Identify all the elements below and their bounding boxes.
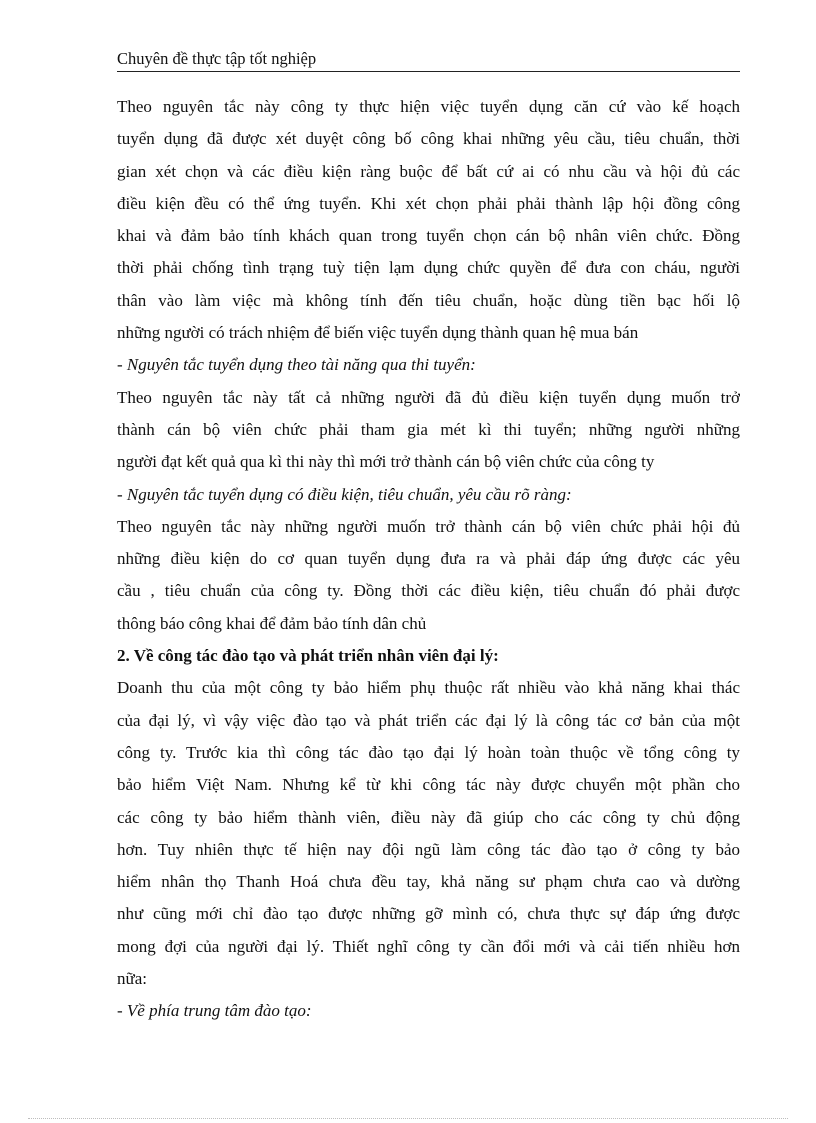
text-line: các công ty bảo hiểm thành viên, điều này đã giúp cho các công ty chủ động [117, 807, 740, 827]
page-bottom-divider [28, 1118, 788, 1119]
text-line: cầu , tiêu chuẩn của công ty. Đồng thời các điều kiện, tiêu chuẩn đó phải được [117, 581, 740, 601]
paragraph-last-line: người đạt kết quả qua kì thi này thì mới trở thành cán bộ viên chức của công ty [117, 452, 655, 472]
text-line: thành cán bộ viên chức phải tham gia mét kì thi tuyển; những người những [117, 419, 740, 439]
text-line: thời phải chống tình trạng tuỳ tiện lạm dụng chức quyền để đưa con cháu, người [117, 258, 740, 278]
paragraph-last-line: những người có trách nhiệm để biến việc tuyển dụng thành quan hệ mua bán [117, 323, 639, 343]
text-line: Theo nguyên tắc này công ty thực hiện việc tuyển dụng căn cứ vào kế hoạch [117, 97, 740, 116]
paragraph-last-line: thông báo công khai để đảm bảo tính dân chủ [117, 613, 427, 633]
text-line: những điều kiện do cơ quan tuyển dụng đưa ra và phải đáp ứng được các yêu [117, 549, 740, 569]
text-line: hơn. Tuy nhiên thực tế hiện nay đội ngũ làm công tác đào tạo ở công ty bảo [117, 839, 740, 859]
subheading-italic: - Về phía trung tâm đào tạo: [117, 1001, 312, 1021]
subheading-italic: - Nguyên tắc tuyển dụng có điều kiện, tiêu chuẩn, yêu cầu rõ ràng: [117, 484, 572, 504]
text-line: công ty. Trước kia thì công tác đào tạo đại lý hoàn toàn thuộc về tổng công ty [117, 742, 740, 762]
text-line: mong đợi của người đại lý. Thiết nghĩ công ty cần đổi mới và cải tiến nhiều hơn [117, 936, 740, 956]
page-header: Chuyên đề thực tập tốt nghiệp [117, 48, 740, 72]
text-line: Doanh thu của một công ty bảo hiểm phụ thuộc rất nhiều vào khả năng khai thác [117, 678, 740, 698]
text-line: tuyển dụng đã được xét duyệt công bố công khai những yêu cầu, tiêu chuẩn, thời [117, 129, 740, 149]
section-heading: 2. Về công tác đào tạo và phát triển nhân viên đại lý: [117, 646, 499, 666]
text-line: hiểm nhân thọ Thanh Hoá chưa đều tay, khả năng sư phạm chưa cao và dường [117, 872, 740, 892]
text-line: bảo hiểm Việt Nam. Nhưng kể từ khi công tác này được chuyển một phần cho [117, 775, 740, 795]
text-line: Theo nguyên tắc này những người muốn trở thành cán bộ viên chức phải hội đủ [117, 516, 740, 536]
text-line: điều kiện đều có thể ứng tuyển. Khi xét chọn phải phải thành lập hội đồng công [117, 193, 740, 213]
paragraph-last-line: nữa: [117, 969, 147, 989]
subheading-italic: - Nguyên tắc tuyển dụng theo tài năng qua thi tuyển: [117, 355, 476, 375]
text-line: gian xét chọn và các điều kiện ràng buộc để bất cứ ai có nhu cầu và hội đủ các [117, 161, 740, 181]
body-text [117, 91, 740, 1028]
text-line: Theo nguyên tắc này tất cả những người đã đủ điều kiện tuyển dụng muốn trở [117, 387, 740, 407]
text-line: khai và đảm bảo tính khách quan trong tuyển chọn cán bộ nhân viên chức. Đồng [117, 226, 740, 246]
text-line: thân vào làm việc mà không tính đến tiêu chuẩn, hoặc dùng tiền bạc hối lộ [117, 290, 740, 310]
text-line: như cũng mới chỉ đào tạo được những gỡ mình có, chưa thực sự đáp ứng được [117, 904, 740, 924]
text-line: của đại lý, vì vậy việc đào tạo và phát triển các đại lý là công tác cơ bản của một [117, 710, 740, 730]
